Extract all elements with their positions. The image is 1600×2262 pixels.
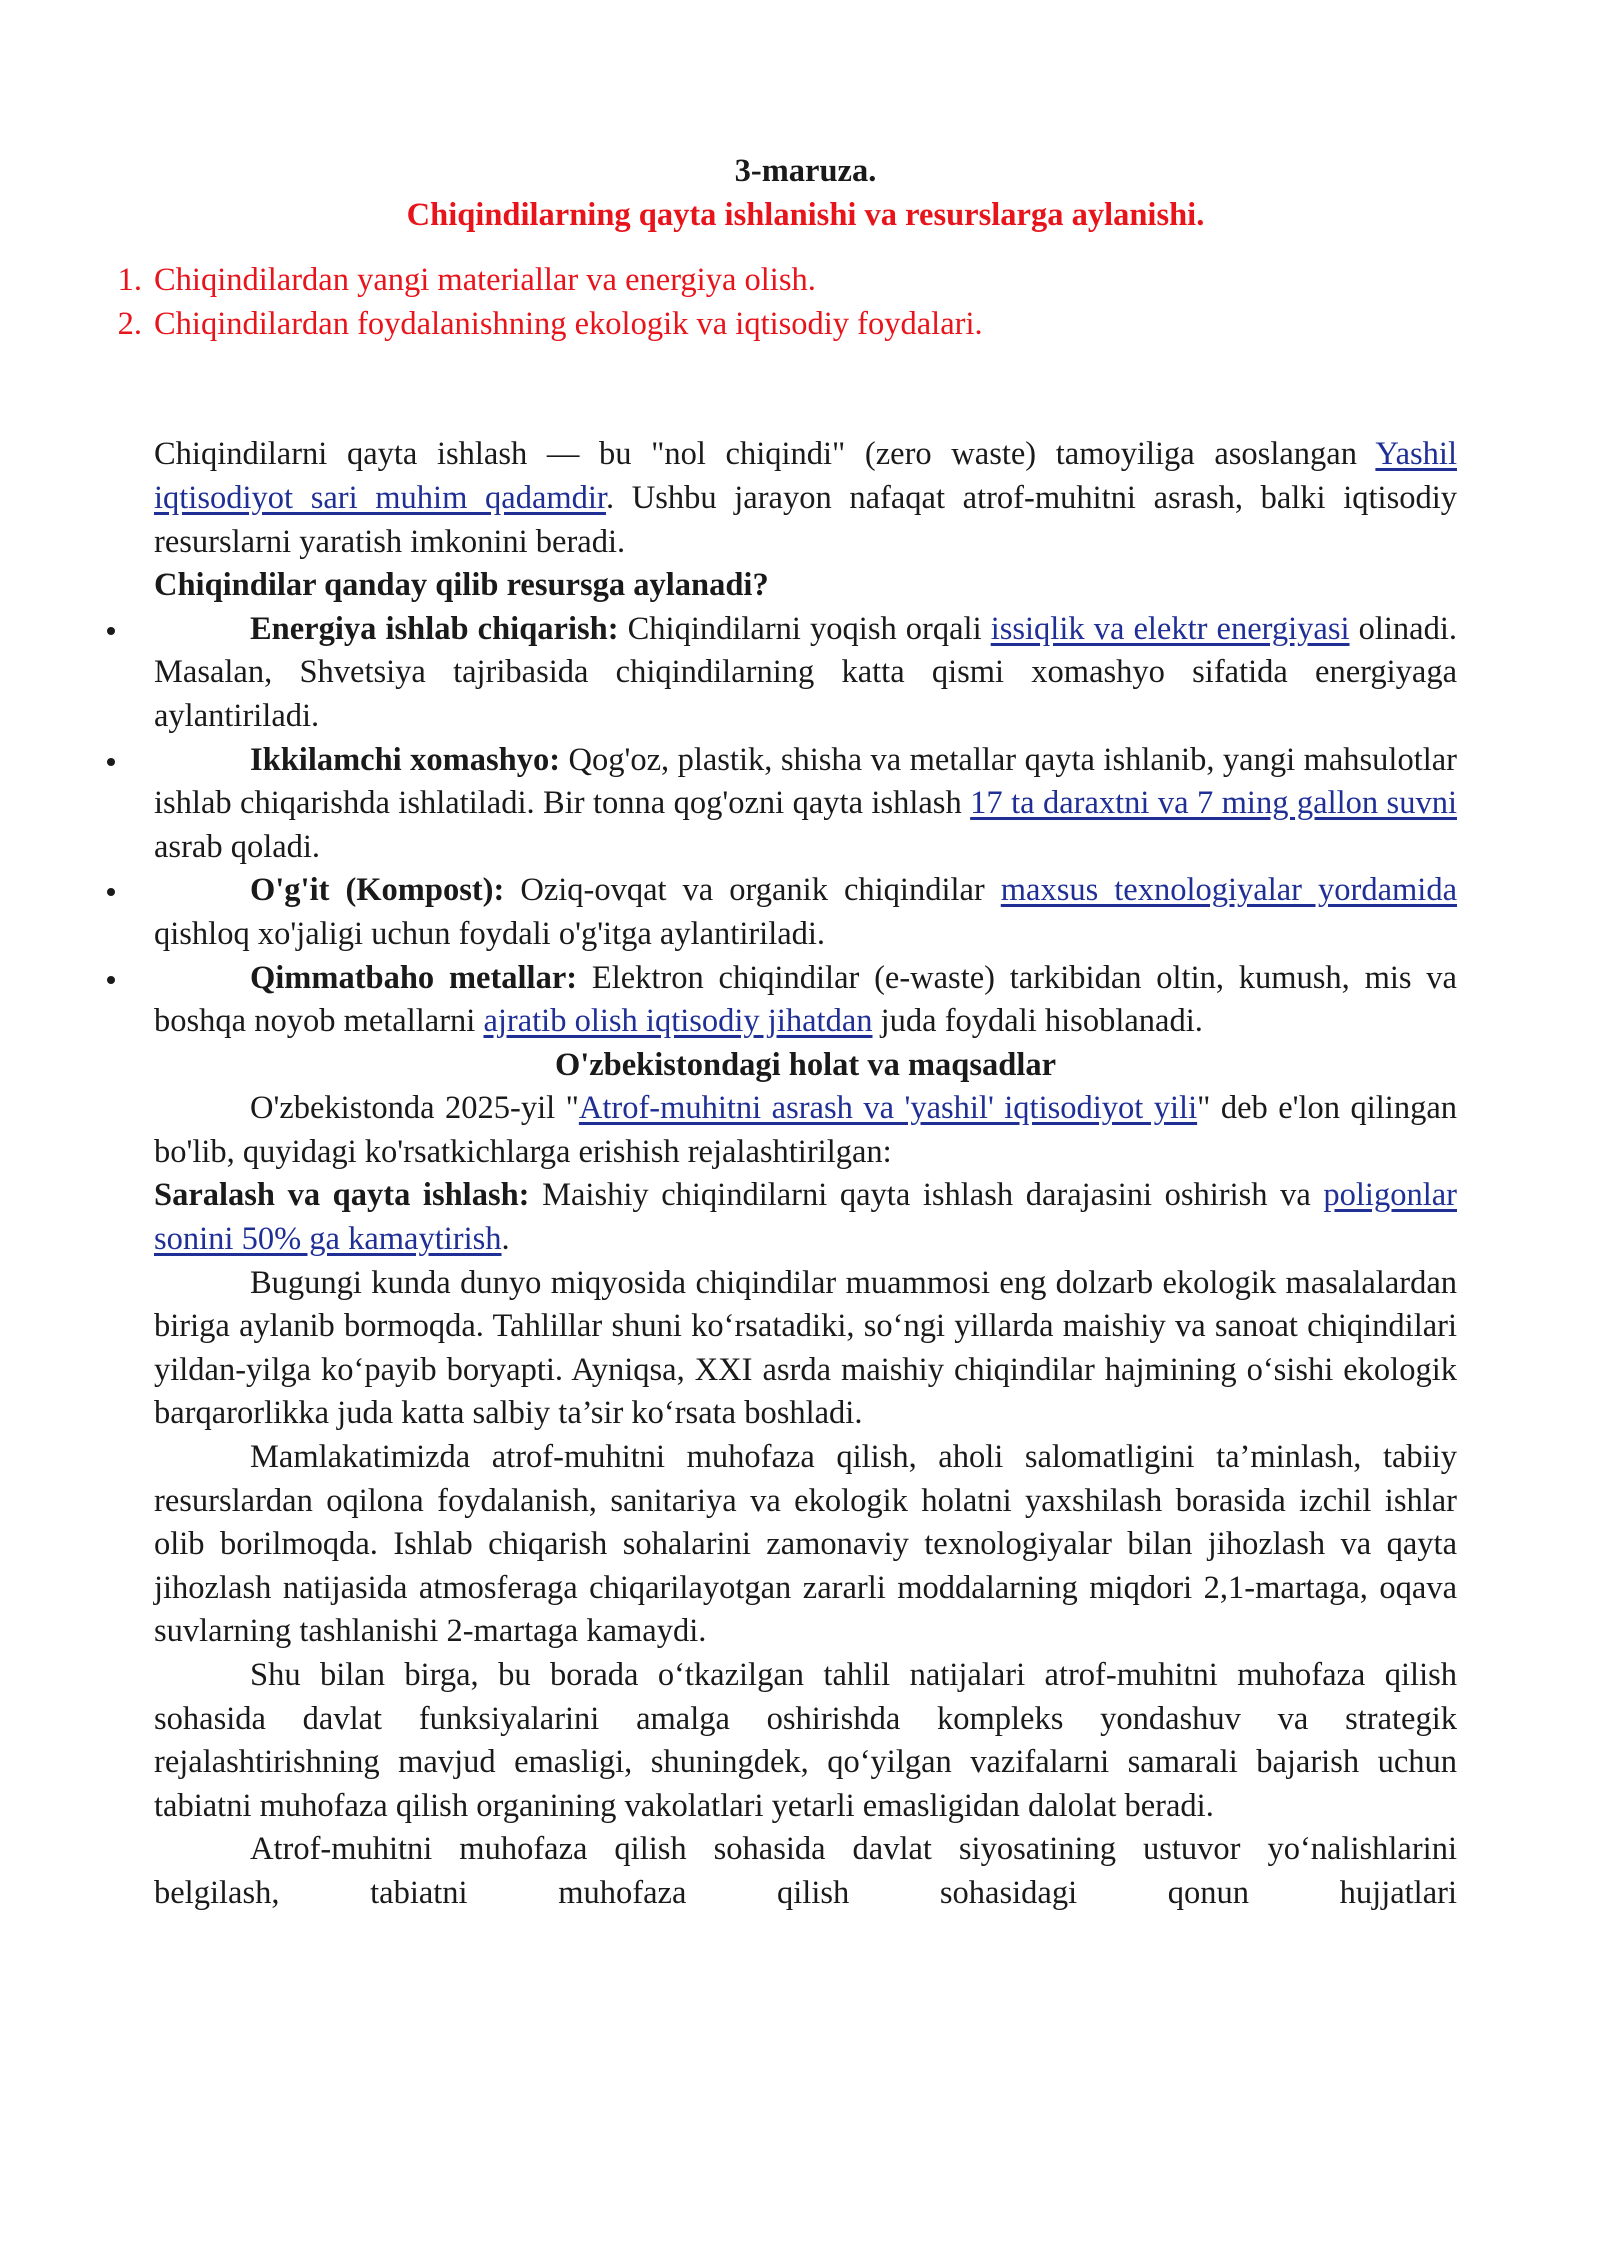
energy-link[interactable]: issiqlik va elektr energiyasi: [990, 610, 1350, 647]
sorting-term: Saralash va qayta ishlash:: [154, 1177, 530, 1214]
bullet-text: Oziq-ovqat va organik chiqindilar: [504, 872, 1001, 909]
trees-water-link[interactable]: 17 ta daraxtni va 7 ming gallon suvni: [970, 785, 1457, 822]
bullet-term: Qimmatbaho metallar:: [250, 959, 578, 996]
topic-number: 2.: [117, 305, 142, 342]
resources-list: [154, 608, 1457, 1044]
sorting-text-end: .: [501, 1221, 510, 1258]
bullet-text: Chiqindilarni yoqish orqali: [618, 610, 991, 647]
bullet-item-energy: [154, 608, 1457, 739]
bullet-text-end: qishloq xo'jaligi uchun foydali o'g'itga aylantiriladi.: [154, 915, 826, 952]
lecture-number: 3-maruza.: [734, 153, 877, 189]
topic-text: Chiqindilardan yangi materiallar va energiya olish.: [154, 262, 816, 299]
bullet-text: Qog'oz, plastik, shisha va metallar qayta ishlanib, yangi mahsulotlar ishlab chiqarishda ishlatiladi. Bir tonna qog'ozni qayta ishlash: [154, 741, 1458, 822]
technologies-link[interactable]: maxsus texnologiyalar yordamida: [1000, 872, 1457, 909]
bullet-text-end: juda foydali hisoblanadi.: [872, 1003, 1203, 1040]
intro-text-end: . Ushbu jarayon nafaqat atrof-muhitni asrash, balki iqtisodiy resurslarni yaratish imkonini beradi.: [154, 479, 1457, 560]
green-year-link[interactable]: Atrof-muhitni asrash va 'yashil' iqtisodiyot yili: [578, 1090, 1198, 1127]
section-heading-uzbekistan: O'zbekistondagi holat va maqsadlar: [554, 1046, 1057, 1083]
body-paragraph: Bugungi kunda dunyo miqyosida chiqindilar muammosi eng dolzarb ekologik masalalardan biriga aylanib bormoqda. Tahlillar shuni ko‘rsatadiki, so‘ngi yillarda maishiy va sanoat chiqindilari yildan-yilga ko‘payib boryapti. Ayniqsa, XXI asrda maishiy chiqindilar hajmining o‘sishi ekologik barqarorlikka juda katta salbiy ta’sir ko‘rsata boshladi.: [154, 1264, 1457, 1432]
bullet-item-compost: [154, 869, 1457, 956]
bullet-term: Ikkilamchi xomashyo:: [250, 741, 561, 778]
body-paragraph: Atrof-muhitni muhofaza qilish sohasida davlat siyosatining ustuvor yo‘nalishlarini belgilash, tabiatni muhofaza qilish sohasidagi qonun hujjatlari: [154, 1831, 1457, 1911]
bullet-dot-icon: [107, 888, 115, 896]
sorting-text: Maishiy chiqindilarni qayta ishlash darajasini oshirish va: [529, 1177, 1324, 1214]
body-paragraph: Shu bilan birga, bu borada o‘tkazilgan tahlil natijalari atrof-muhitni muhofaza qilish sohasida davlat funksiyalarini amalga oshirishda kompleks yondashuv va strategik rejalashtirishning mavjud emasligi, shuningdek, qo‘yilgan vazifalarni samarali bajarish uchun tabiatni muhofaza qilish organining vakolatlari yetarli emasligidan dalolat beradi.: [154, 1657, 1457, 1824]
document-page: [117, 150, 1458, 1916]
section-heading-resources: Chiqindilar qanday qilib resursga aylanadi?: [154, 567, 769, 604]
topic-item: [117, 303, 1457, 347]
bullet-dot-icon: [107, 627, 115, 635]
green-economy-link[interactable]: Yashil iqtisodiyot sari muhim qadamdir: [154, 436, 1457, 516]
extraction-link[interactable]: ajratib olish iqtisodiy jihatdan: [483, 1003, 873, 1040]
uz-text: O'zbekistonda 2025-yil ": [250, 1090, 579, 1127]
intro-paragraph: [154, 433, 1457, 564]
body-paragraph: Mamlakatimizda atrof-muhitni muhofaza qilish, aholi salomatligini ta’minlash, tabiiy resurslardan oqilona foydalanish, sanitariya va ekologik holatni yaxshilash borasida izchil ishlar olib borilmoqda. Ishlab chiqarish sohalarini zamonaviy texnologiyalar bilan jihozlash va qayta jihozlash natijasida atmosferaga chiqarilayotgan zararli moddalarning miqdori 2,1-martaga, oqava suvlarning tashlanishi 2-martaga kamaydi.: [154, 1439, 1457, 1650]
bullet-item-metals: [154, 957, 1457, 1044]
topics-list: [117, 259, 1457, 346]
spacer: [154, 346, 1457, 433]
bullet-term: Energiya ishlab chiqarish:: [250, 610, 619, 647]
bullet-dot-icon: [107, 758, 115, 766]
bullet-text-end: asrab qoladi.: [154, 828, 321, 865]
uz-text-end: " deb e'lon qilingan bo'lib, quyidagi ko'rsatkichlarga erishish rejalashtirilgan:: [154, 1090, 1457, 1170]
bullet-term: O'g'it (Kompost):: [250, 872, 505, 909]
uzbekistan-paragraph: [154, 1087, 1457, 1174]
sorting-paragraph: [154, 1174, 1457, 1261]
intro-text: Chiqindilarni qayta ishlash — bu "nol chiqindi" (zero waste) tamoyiliga asoslangan: [154, 436, 1376, 473]
bullet-item-secondary-raw: [154, 739, 1457, 870]
bullet-text: Elektron chiqindilar (e-waste) tarkibidan oltin, kumush, mis va boshqa noyob metallarni: [154, 959, 1457, 1040]
lecture-title: Chiqindilarning qayta ishlanishi va resurslarga aylanishi.: [406, 196, 1205, 233]
topic-text: Chiqindilardan foydalanishning ekologik va iqtisodiy foydalari.: [154, 305, 983, 342]
bullet-dot-icon: [107, 976, 115, 984]
landfills-link[interactable]: poligonlar sonini 50% ga kamaytirish: [154, 1177, 1457, 1258]
topic-number: 1.: [117, 262, 142, 299]
bullet-text-end: olinadi. Masalan, Shvetsiya tajribasida chiqindilarning katta qismi xomashyo sifatida energiyaga aylantiriladi.: [154, 610, 1457, 734]
topic-item: [117, 259, 1457, 303]
